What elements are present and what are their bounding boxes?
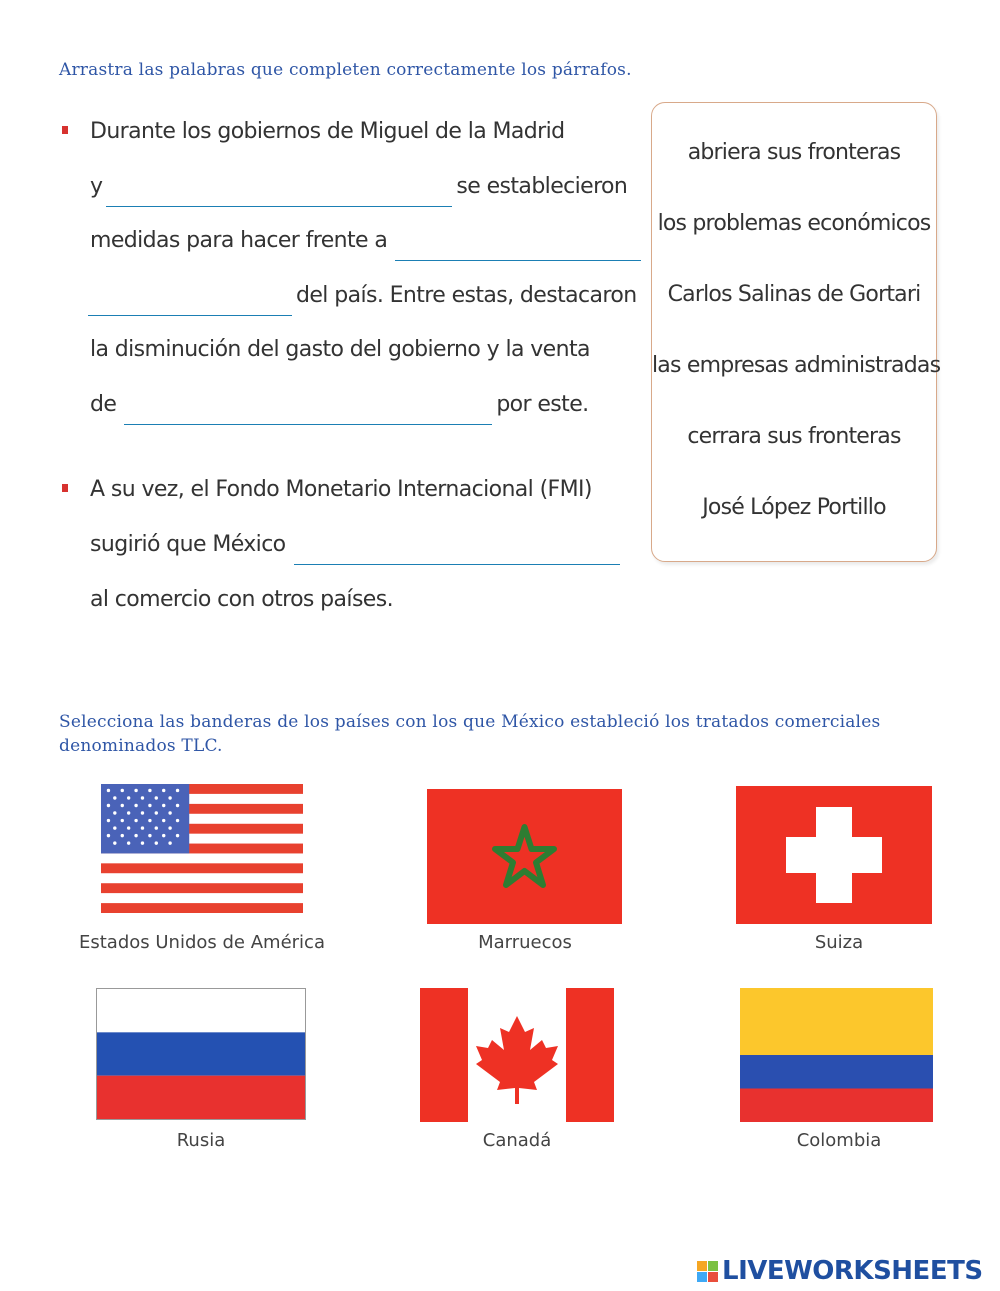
drop-blank-2-continued[interactable] [88, 285, 292, 316]
draggable-word[interactable]: José López Portillo [702, 495, 886, 520]
paragraph-2 [62, 470, 632, 630]
switzerland-flag-icon[interactable] [736, 786, 932, 924]
draggable-word[interactable]: Carlos Salinas de Gortari [667, 282, 921, 307]
logo-text: LIVEWORKSHEETS [722, 1256, 983, 1286]
text-line: Durante los gobiernos de Miguel de la Madrid [90, 119, 565, 144]
flag-label-morocco: Marruecos [478, 932, 572, 953]
text-fragment: del país. Entre estas, destacaron [296, 283, 637, 308]
text-line: la disminución del gasto del gobierno y la venta [90, 337, 590, 362]
draggable-word[interactable]: abriera sus fronteras [687, 140, 901, 165]
text-line [88, 276, 637, 316]
morocco-flag-icon[interactable] [427, 789, 622, 924]
flag-label-russia: Rusia [176, 1130, 226, 1151]
flag-label-canada: Canadá [482, 1130, 552, 1151]
text-fragment: de [90, 392, 117, 417]
drop-blank-3[interactable] [124, 394, 492, 425]
draggable-word[interactable]: los problemas económicos [657, 211, 931, 236]
text-line [90, 385, 589, 425]
drop-blank-2[interactable] [395, 230, 641, 261]
colombia-flag-icon[interactable] [740, 988, 933, 1122]
liveworksheets-logo [697, 1255, 983, 1287]
text-fragment: y [90, 174, 103, 199]
text-fragment: medidas para hacer frente a [90, 228, 388, 253]
text-line: A su vez, el Fondo Monetario Internacional (FMI) [90, 477, 592, 502]
bullet-icon [62, 484, 68, 492]
russia-flag-icon[interactable] [96, 988, 306, 1120]
word-bank [651, 102, 941, 562]
text-line [90, 525, 624, 565]
text-line: al comercio con otros países. [90, 587, 393, 612]
drop-blank-1[interactable] [106, 176, 452, 207]
select-flags-instruction: Selecciona las banderas de los países con los que México estableció los tratados comerciales denominados TLC. [59, 712, 881, 756]
draggable-word[interactable]: las empresas administradas [652, 353, 941, 378]
text-fragment: por este. [496, 392, 589, 417]
drop-blank-4[interactable] [294, 534, 620, 565]
flag-label-usa: Estados Unidos de América [79, 932, 325, 953]
text-line [90, 167, 627, 207]
drag-words-instruction: Arrastra las palabras que completen correctamente los párrafos. [59, 60, 632, 80]
text-fragment: se establecieron [456, 174, 628, 199]
text-fragment: sugirió que México [90, 532, 286, 557]
bullet-icon [62, 126, 68, 134]
text-line [90, 221, 645, 261]
flag-label-switzerland: Suiza [814, 932, 864, 953]
draggable-word[interactable]: cerrara sus fronteras [687, 424, 901, 449]
usa-flag-icon[interactable] [101, 784, 303, 913]
flag-label-colombia: Colombia [796, 1130, 882, 1151]
canada-flag-icon[interactable] [420, 988, 614, 1122]
logo-blocks-icon [697, 1261, 718, 1282]
paragraph-1 [62, 112, 637, 432]
